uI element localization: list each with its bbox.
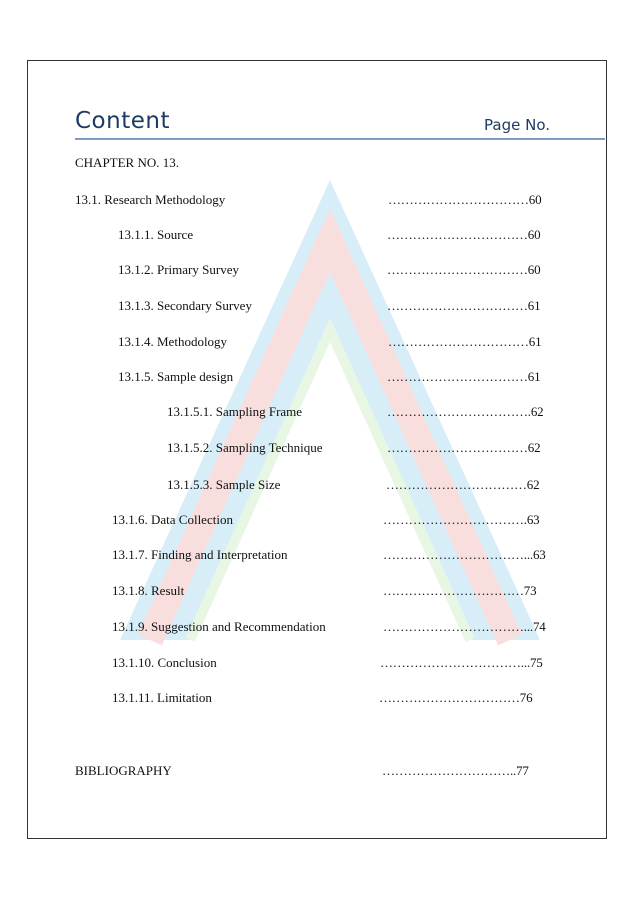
toc-page-ref: …………………………….63 [383, 512, 540, 527]
toc-page-ref: ……………………………60 [387, 227, 541, 242]
toc-entry-label: 13.1.8. Result [112, 583, 185, 598]
toc-entry-label: 13.1.1. Source [118, 227, 194, 242]
toc-entry [0, 334, 638, 352]
toc-entry [0, 477, 638, 495]
toc-entry [0, 192, 638, 210]
toc-page-ref: ……………………………60 [387, 262, 541, 277]
toc-entry [0, 547, 638, 565]
toc-entry [0, 655, 638, 673]
chapter-heading: CHAPTER NO. 13. [75, 155, 180, 170]
page-number-header: Page No. [484, 116, 550, 134]
bibliography-label: BIBLIOGRAPHY [75, 763, 172, 778]
toc-entry-label: 13.1.6. Data Collection [112, 512, 233, 527]
toc-entry-label: 13.1.2. Primary Survey [118, 262, 239, 277]
toc-entry [0, 512, 638, 530]
toc-page-ref: ……………………………76 [379, 690, 533, 705]
toc-page-ref: ……………………………61 [387, 298, 541, 313]
toc-page-ref: ……………………………62 [386, 477, 540, 492]
toc-entry-label: 13.1.3. Secondary Survey [118, 298, 252, 313]
bibliography-page-ref: …………………………..77 [382, 763, 529, 778]
toc-page-ref: ……………………………60 [388, 192, 542, 207]
heading-underline [75, 138, 605, 140]
toc-entry-label: 13.1.5.1. Sampling Frame [167, 404, 303, 419]
toc-page-ref: ……………………………62 [387, 440, 541, 455]
toc-entry-label: 13.1.7. Finding and Interpretation [112, 547, 288, 562]
toc-entry [0, 227, 638, 245]
toc-entry [0, 583, 638, 601]
toc-page-ref: …………………………….62 [387, 404, 544, 419]
toc-entry [0, 298, 638, 316]
toc-page-ref: ……………………………61 [388, 334, 542, 349]
toc-entry-label: 13.1.4. Methodology [118, 334, 228, 349]
toc-page-ref: ……………………………...63 [383, 547, 546, 562]
toc-page-ref: ……………………………73 [383, 583, 537, 598]
toc-entry-label: 13.1. Research Methodology [75, 192, 226, 207]
toc-page-ref: ……………………………...74 [383, 619, 546, 634]
toc-entry [0, 690, 638, 708]
toc-entry-label: 13.1.11. Limitation [112, 690, 212, 705]
toc-entry-label: 13.1.10. Conclusion [112, 655, 217, 670]
toc-entry [0, 404, 638, 422]
toc-entry [0, 440, 638, 458]
toc-entry-label: 13.1.5.3. Sample Size [167, 477, 281, 492]
toc-entry [0, 262, 638, 280]
contents-title: Content [75, 108, 170, 134]
toc-entry [0, 369, 638, 387]
toc-entry-label: 13.1.9. Suggestion and Recommendation [112, 619, 326, 634]
toc-page-ref: ……………………………...75 [380, 655, 543, 670]
toc-page-ref: ……………………………61 [387, 369, 541, 384]
toc-entry-label: 13.1.5.2. Sampling Technique [167, 440, 323, 455]
toc-entry-label: 13.1.5. Sample design [118, 369, 234, 384]
toc-entry [0, 619, 638, 637]
